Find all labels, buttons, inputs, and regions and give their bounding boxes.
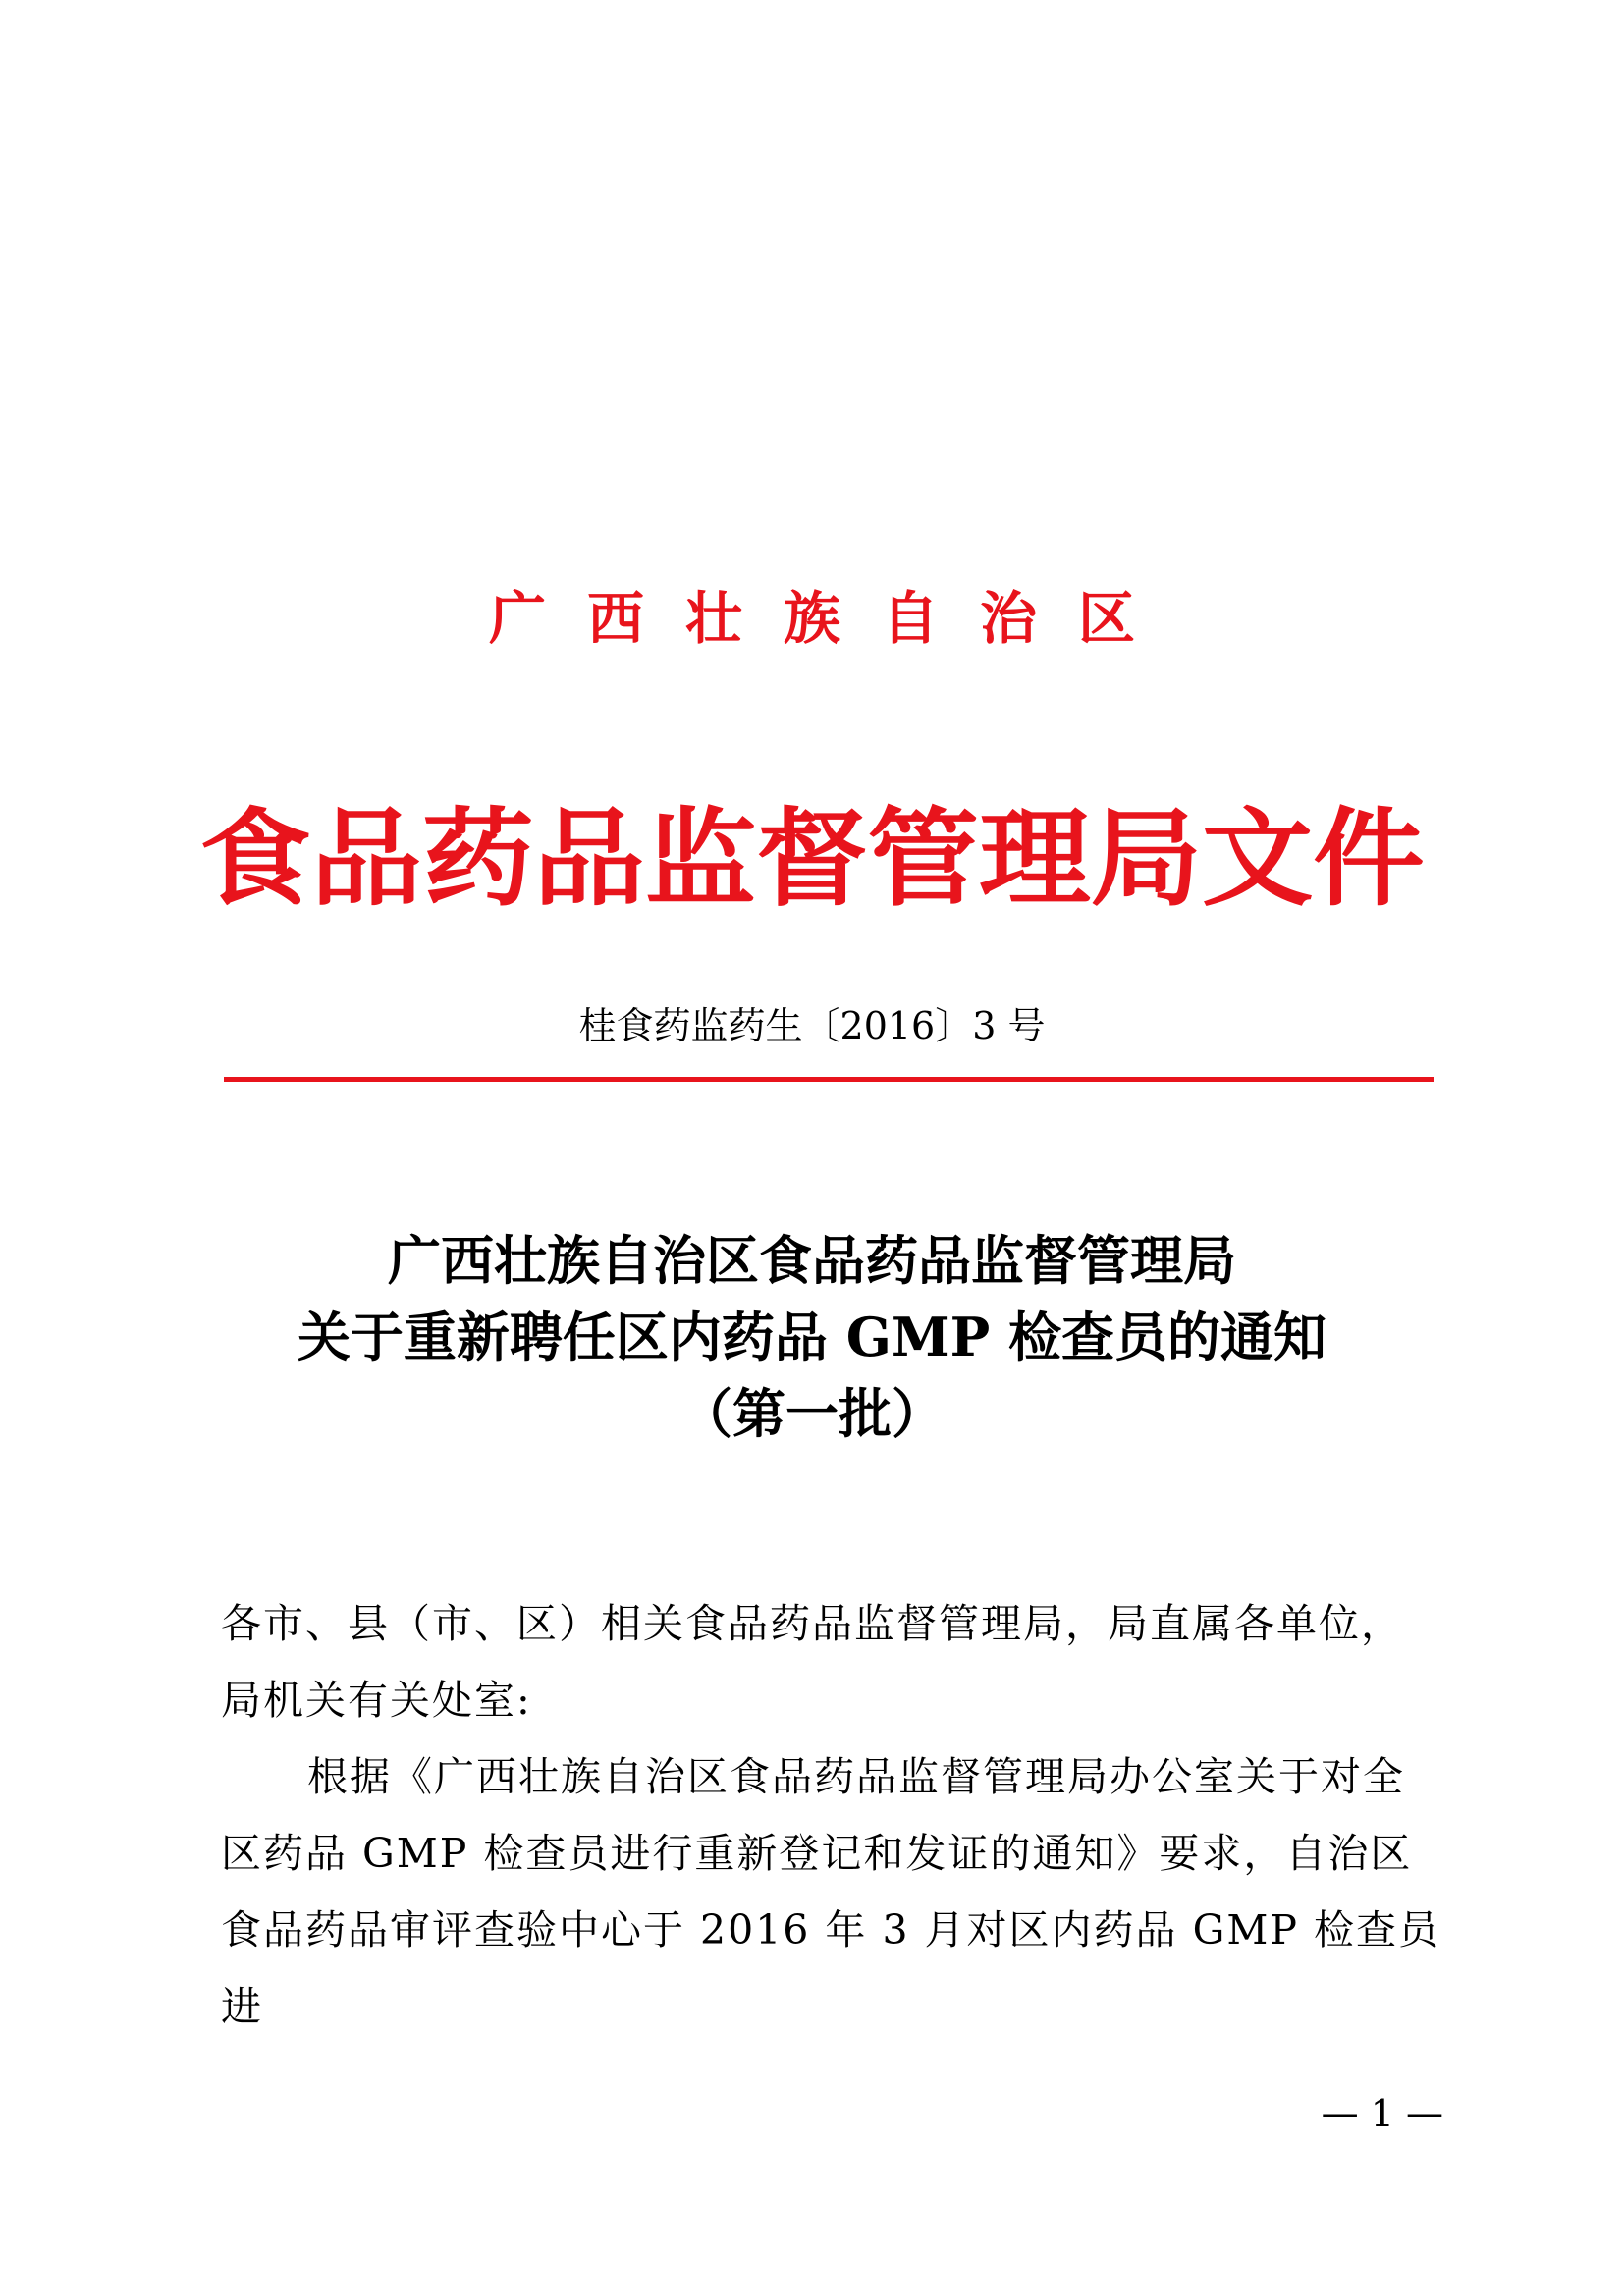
issuing-authority-region: 广西壮族自治区	[488, 585, 1176, 652]
notice-title-line-1: 广西壮族自治区食品药品监督管理局	[388, 1229, 1236, 1292]
paragraph-1-line-1: 根据《广西壮族自治区食品药品监督管理局办公室关于对全	[307, 1753, 1405, 1800]
paragraph-1-line-2: 区药品 GMP 检查员进行重新登记和发证的通知》要求，自治区	[221, 1830, 1413, 1877]
red-divider-line	[224, 1077, 1434, 1082]
notice-title-line-3: （第一批）	[679, 1382, 945, 1445]
salutation-line-2: 局机关有关处室:	[221, 1677, 532, 1724]
notice-title	[0, 1222, 1624, 1452]
document-number: 桂食药监药生〔2016〕3 号	[578, 1004, 1046, 1047]
issuing-authority-document-title: 食品药品监督管理局文件	[199, 797, 1425, 921]
notice-title-line-2: 关于重新聘任区内药品 GMP 检查员的通知	[297, 1306, 1327, 1368]
notice-body	[221, 1585, 1448, 2045]
salutation-line-1: 各市、县（市、区）相关食品药品监督管理局，局直属各单位，	[221, 1600, 1403, 1647]
paragraph-1-line-3: 食品药品审评查验中心于 2016 年 3 月对区内药品 GMP 检查员进	[221, 1906, 1440, 2030]
page-number: — 1 —	[1321, 2092, 1443, 2135]
